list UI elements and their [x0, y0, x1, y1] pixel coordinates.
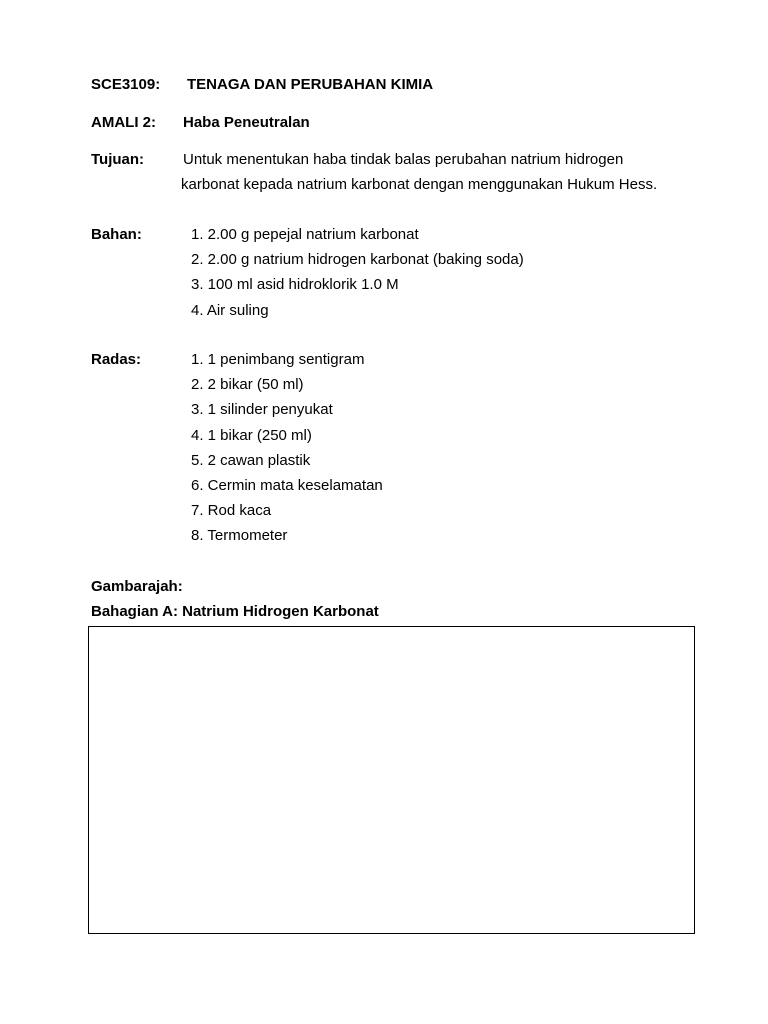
section-a-heading: Bahagian A: Natrium Hidrogen Karbonat — [91, 603, 379, 620]
list-item: 4. Air suling — [191, 301, 269, 319]
tujuan-line-1: Untuk menentukan haba tindak balas perubahan natrium hidrogen — [183, 151, 624, 168]
list-item: 2. 2 bikar (50 ml) — [191, 376, 304, 394]
list-item: 3. 100 ml asid hidroklorik 1.0 M — [191, 276, 399, 294]
amali-label: AMALI 2: — [91, 114, 156, 131]
list-item: 1. 1 penimbang sentigram — [191, 351, 365, 368]
list-item: 5. 2 cawan plastik — [191, 451, 311, 469]
course-title: TENAGA DAN PERUBAHAN KIMIA — [187, 76, 434, 93]
radas-label: Radas: — [91, 351, 142, 368]
diagram-box — [88, 626, 695, 934]
tujuan-label: Tujuan: — [91, 151, 145, 168]
bahan-label: Bahan: — [91, 226, 142, 243]
bahan-list — [191, 222, 524, 323]
tujuan-line-2: karbonat kepada natrium karbonat dengan menggunakan Hukum Hess. — [181, 176, 658, 193]
gambarajah-label: Gambarajah: — [91, 578, 183, 595]
list-item: 1. 2.00 g pepejal natrium karbonat — [191, 226, 419, 243]
list-item: 8. Termometer — [191, 527, 288, 545]
amali-title: Haba Peneutralan — [183, 114, 310, 131]
list-item: 7. Rod kaca — [191, 502, 272, 520]
radas-list — [191, 347, 383, 549]
list-item: 2. 2.00 g natrium hidrogen karbonat (baking soda) — [191, 251, 524, 269]
list-item: 3. 1 silinder penyukat — [191, 401, 333, 419]
list-item: 6. Cermin mata keselamatan — [191, 476, 383, 494]
course-code: SCE3109: — [91, 76, 161, 93]
list-item: 4. 1 bikar (250 ml) — [191, 426, 312, 444]
